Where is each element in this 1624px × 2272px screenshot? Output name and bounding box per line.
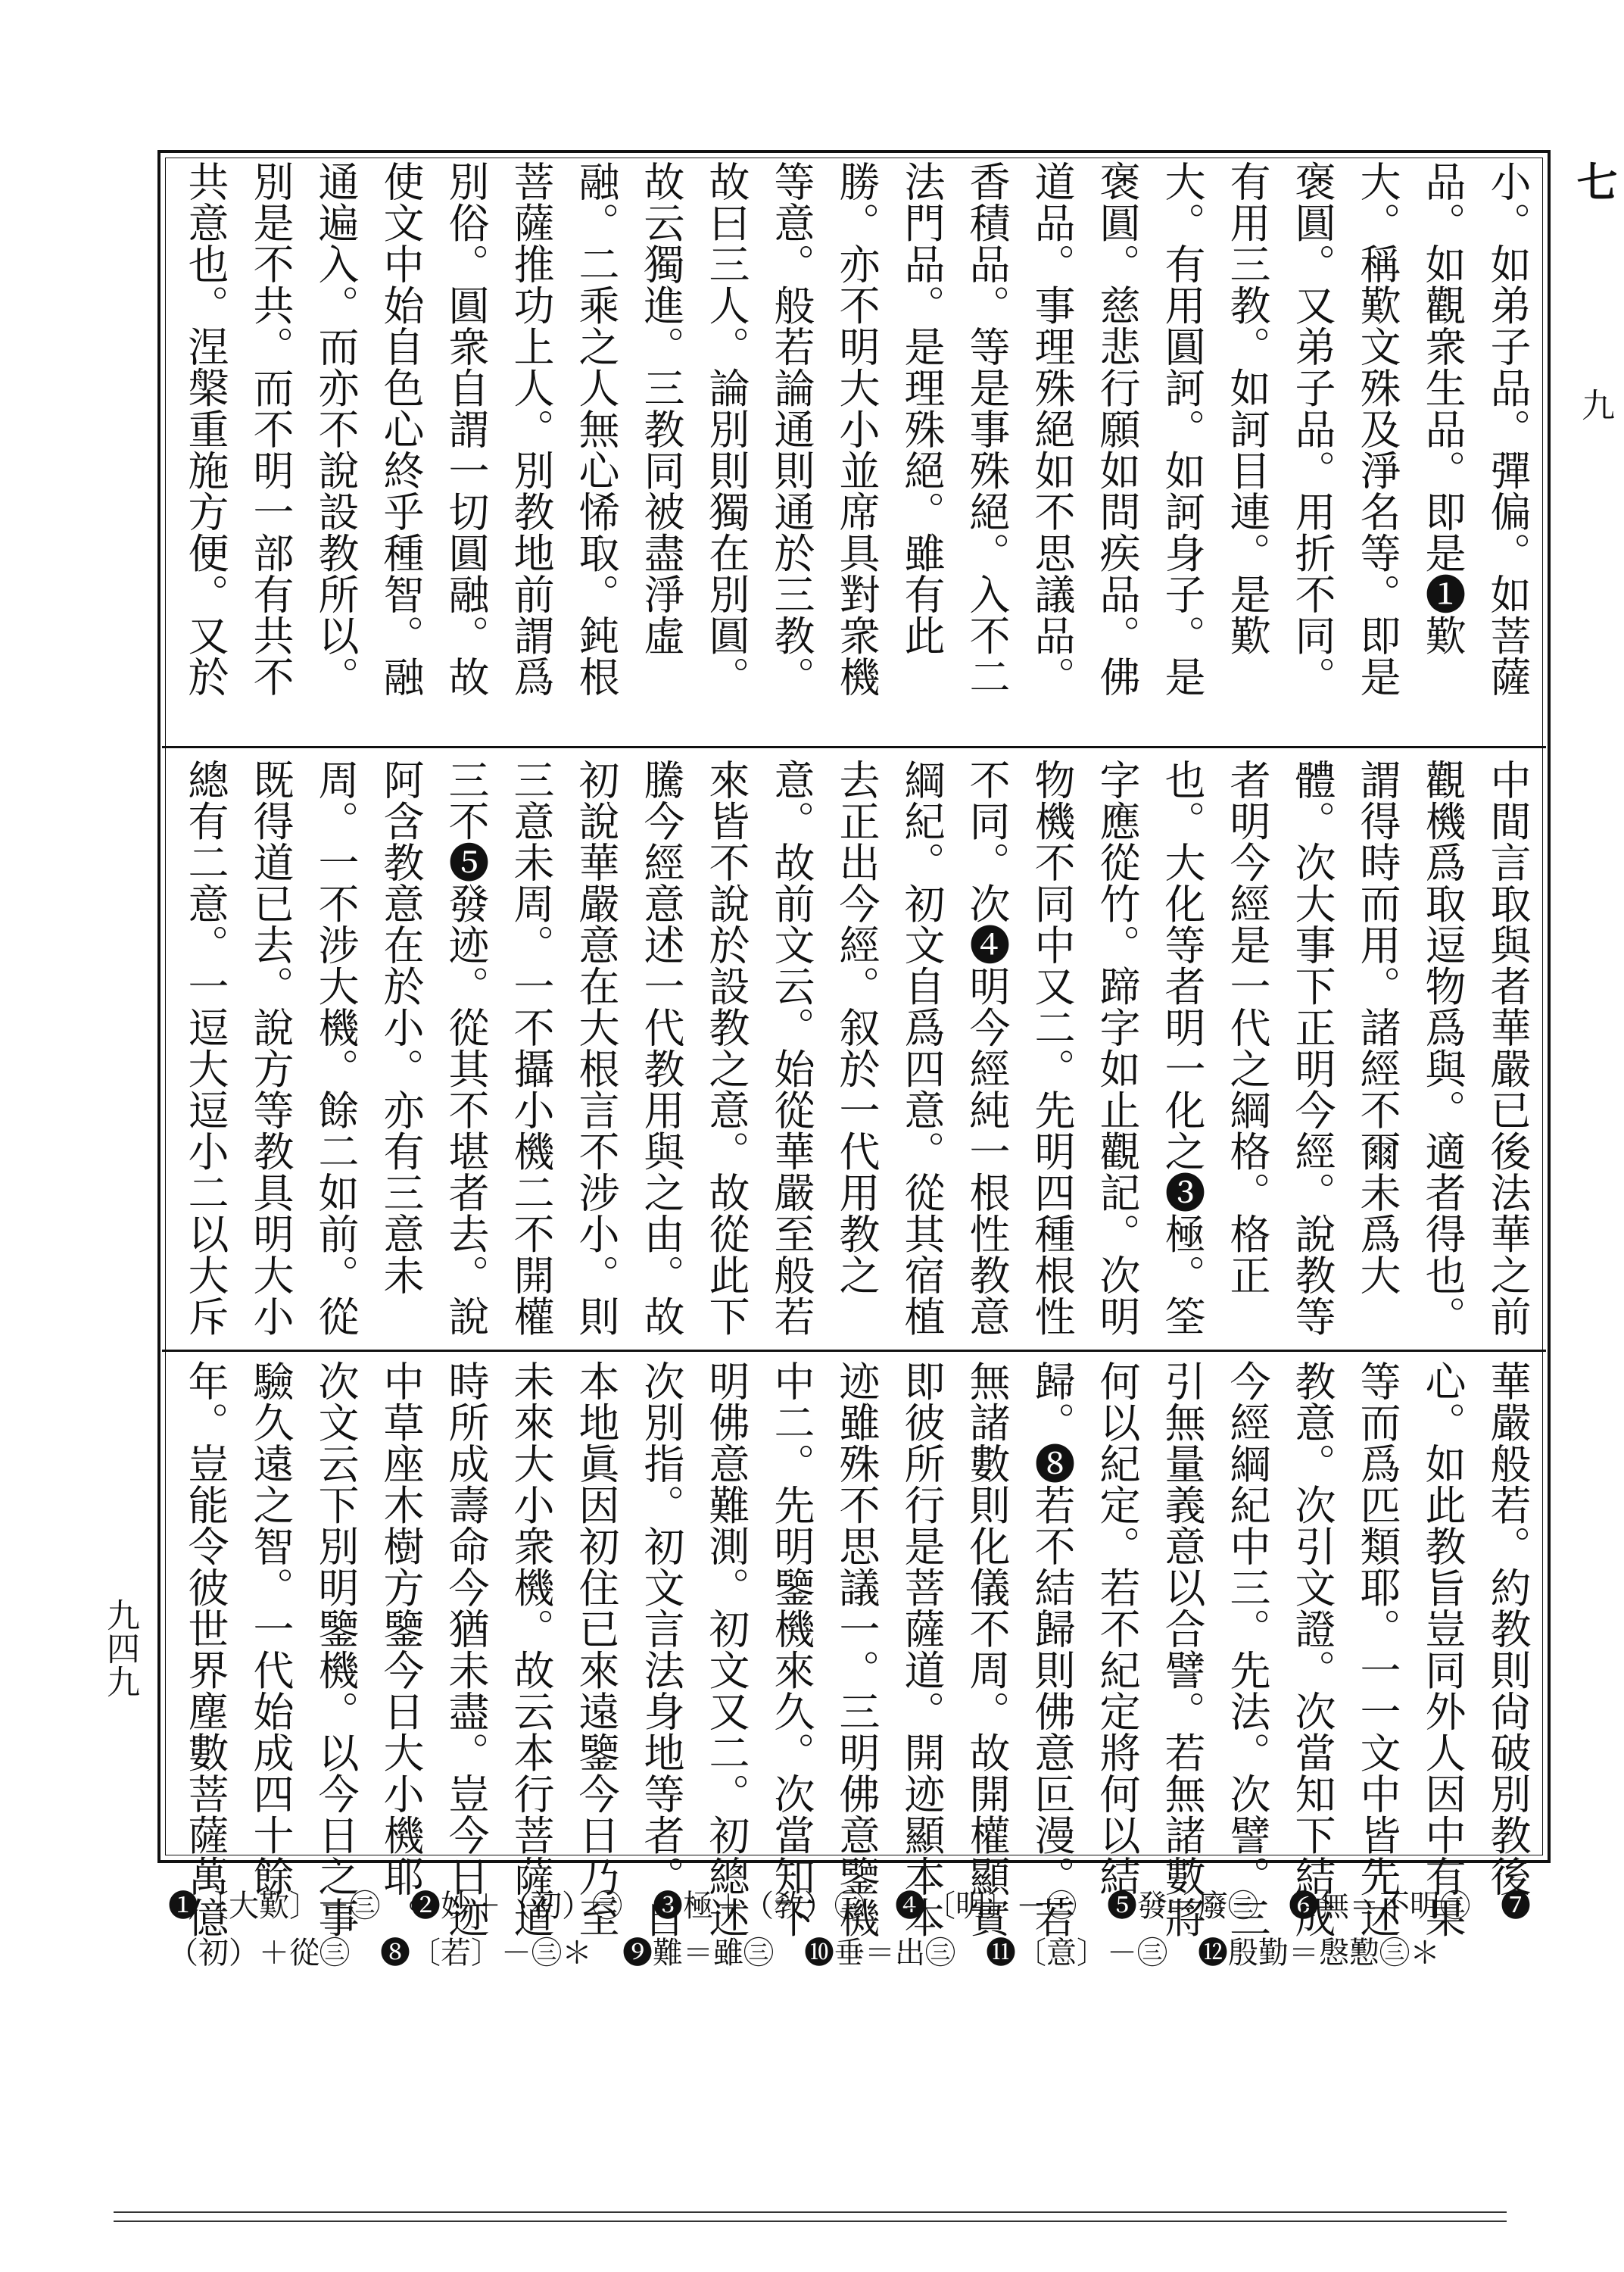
bottom-rule [114, 2211, 1507, 2213]
page-number-side: 九四九 [101, 1598, 139, 1698]
register-lower: 華嚴般若。約教則尙破別教後心。如此教旨豈同外人因中有果等而爲匹類耶。一一文中皆先述教意。次引文證。次當知下結成今經綱紀中三。先法。次譬。三引無量義意以合譬。若無諸數將何以紀定。若不紀定將何以結歸。❽若不結歸則佛意叵漫。若無諸數則化儀不周。故開權顯實即彼所行是菩薩道。開迹顯本本迹雖殊不思議一。三明佛意鑒機中二。先明鑒機來久。次當知下明佛意難測。初文又二。初總述次別指。初文言法身地等者。自本地眞因初住已來遠鑒今日乃至未來大小衆機。故云本行菩薩道時所成壽命今猶未盡。豈今日迹中草座木樹方鑒今日大小機耶。次文云下別明鑒機。以今日之事驗久遠之智。一代始成四十餘年。豈能令彼世界塵數菩薩萬億 [182, 1360, 1532, 1938]
bottom-rule [114, 2221, 1507, 2222]
register-upper: 小。如弟子品。彈偏。如菩薩品。如觀衆生品。即是❶歎大。稱歎文殊及淨名等。即是褒圓。又弟子品。用折不同。有用三教。如訶目連。是歎大。有用圓訶。如訶身子。是褒圓。慈悲行願如問疾品。佛道品。事理殊絕如不思議品。香積品。等是事殊絕。入不二法門品。是理殊絕。雖有此勝。亦不明大小並席具對衆機等意。般若論通則通於三教。故曰三人。論別則獨在別圓。故云獨進。三教同被盡淨虛融。二乘之人無心悕取。鈍根菩薩推功上人。別教地前謂爲別俗。圓衆自謂一切圓融。故使文中始自色心終乎種智。融通遍入。而亦不說設教所以。別是不共。而不明一部有共不共意也。涅槃重施方便。又於 [182, 161, 1532, 698]
page-number-top: 七 [1570, 161, 1619, 204]
running-header: 九 [1576, 388, 1614, 426]
register-divider [162, 1350, 1546, 1352]
footnotes: ❶〔大歎〕－㊂ ❷妙＋（初）㊂ ❸極＋（敎）㊂ ❹〔明〕－㊂ ❺發＝廢㊂ ❻無＝不明㊂ ❼（初）＋從㊂ ❽〔若〕－㊂＊ ❾難＝雖㊂ ❿垂＝出㊂ ⓫〔意〕－㊂ ⓬殷勤＝慇懃㊂＊ [168, 1889, 1531, 1971]
register-middle: 中間言取與者華嚴已後法華之前觀機爲取逗物爲與。適者得也。謂得時而用。諸經不爾未爲大體。次大事下正明今經。說教等者明今經是一代之綱格。格正也。大化等者明一化之❸極。筌字應從竹。蹄字如止觀記。次明物機不同中又二。先明四種根性不同。次❹明今經純一根性教意綱紀。初文自爲四意。從其宿植去正出今經。叙於一代用教之意。故前文云。始從華嚴至般若來皆不說於設教之意。故從此下騰今經意述一代教用與之由。故初說華嚴意在大根言不涉小。則三意未周。一不攝小機二不開權三不❺發迹。從其不堪者去。說阿含教意在於小。亦有三意未周。一不涉大機。餘二如前。從既得道已去。說方等教具明大小總有二意。一逗大逗小二以大斥 [182, 759, 1532, 1337]
register-divider [162, 746, 1546, 748]
